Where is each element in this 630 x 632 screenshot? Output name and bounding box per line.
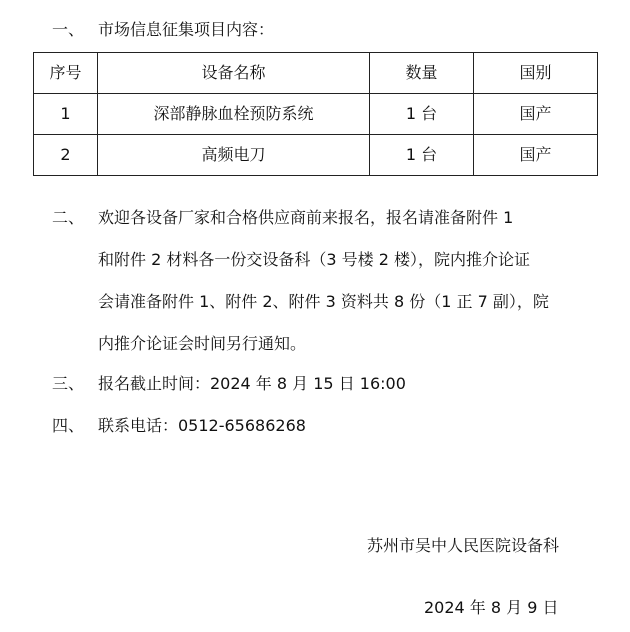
section-2-line-4: 内推介论证会时间另行通知。 [98, 334, 307, 353]
header-quantity: 数量 [370, 53, 474, 94]
cell-country: 国产 [474, 94, 598, 135]
signature-date: 2024 年 8 月 9 日 [424, 598, 559, 617]
header-equipment-name: 设备名称 [98, 53, 370, 94]
header-index: 序号 [34, 53, 98, 94]
cell-index: 2 [34, 135, 98, 176]
table-row [34, 135, 598, 176]
section-2-number: 二、 [52, 208, 85, 227]
section-1-number: 一、 [52, 20, 85, 39]
table-header-row [34, 53, 598, 94]
section-3-number: 三、 [52, 374, 85, 393]
cell-index: 1 [34, 94, 98, 135]
equipment-table [33, 52, 598, 176]
cell-quantity: 1 台 [370, 94, 474, 135]
section-4-number: 四、 [52, 416, 85, 435]
section-2-line-2: 和附件 2 材料各一份交设备科（3 号楼 2 楼），院内推介论证 [98, 250, 530, 269]
section-2-line-3: 会请准备附件 1、附件 2、附件 3 资料共 8 份（1 正 7 副），院 [98, 292, 549, 311]
header-country: 国别 [474, 53, 598, 94]
cell-equipment-name: 高频电刀 [98, 135, 370, 176]
section-2-line-1: 欢迎各设备厂家和合格供应商前来报名，报名请准备附件 1 [98, 208, 514, 227]
cell-equipment-name: 深部静脉血栓预防系统 [98, 94, 370, 135]
cell-country: 国产 [474, 135, 598, 176]
table-row [34, 94, 598, 135]
section-1-title: 市场信息征集项目内容： [98, 20, 275, 39]
contact-phone-text: 联系电话：0512-65686268 [98, 416, 306, 435]
deadline-text: 报名截止时间：2024 年 8 月 15 日 16:00 [98, 374, 406, 393]
signature-organization: 苏州市吴中人民医院设备科 [367, 536, 560, 555]
cell-quantity: 1 台 [370, 135, 474, 176]
